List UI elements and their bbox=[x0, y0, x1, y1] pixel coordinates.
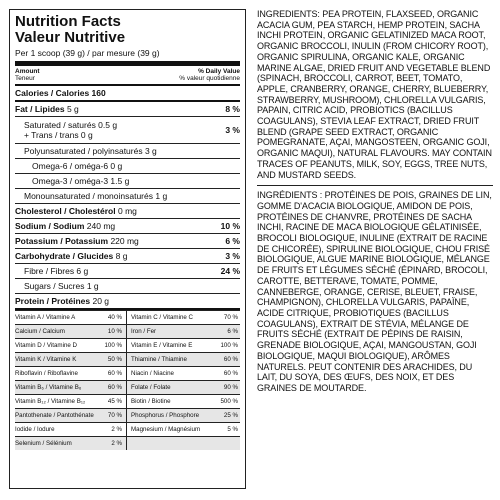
title-en: Nutrition Facts bbox=[15, 13, 121, 30]
sat-trans-dv: 3 % bbox=[225, 125, 240, 135]
micronutrient-dv: 6 % bbox=[227, 328, 238, 335]
sugars: Sugars / Sucres 1 g bbox=[24, 281, 99, 291]
dv-en: % Daily Value bbox=[198, 68, 240, 75]
micronutrient-name: Riboflavin / Riboflavine bbox=[15, 370, 78, 377]
micronutrient-name: Calcium / Calcium bbox=[15, 328, 65, 335]
omega6-row bbox=[15, 159, 240, 173]
micronutrient-row bbox=[15, 352, 240, 366]
sodium-row bbox=[15, 219, 240, 233]
amount-header bbox=[15, 68, 240, 75]
title-fr: Valeur Nutritive bbox=[15, 29, 126, 46]
thick-divider bbox=[15, 61, 240, 66]
micronutrient-name: Phosphorus / Phosphore bbox=[131, 412, 200, 419]
protein-amount: 20 g bbox=[92, 296, 110, 306]
micronutrient-cell bbox=[127, 325, 240, 338]
micronutrient-cell bbox=[15, 339, 127, 352]
micronutrient-row bbox=[15, 338, 240, 352]
potassium-amount: 220 mg bbox=[110, 236, 139, 246]
micronutrient-name: Pantothenate / Pantothénate bbox=[15, 412, 94, 419]
micronutrient-dv: 60 % bbox=[223, 356, 238, 363]
micronutrient-cell bbox=[127, 367, 240, 380]
micronutrient-dv: 90 % bbox=[223, 384, 238, 391]
micronutrient-row bbox=[15, 436, 240, 450]
micronutrient-dv: 2 % bbox=[111, 426, 122, 433]
micronutrient-cell bbox=[127, 311, 240, 324]
micronutrient-row bbox=[15, 422, 240, 436]
micronutrient-cell bbox=[127, 437, 240, 450]
micronutrient-name: Vitamin B₁₂ / Vitamine B₁₂ bbox=[15, 398, 86, 405]
protein-label: Protein / Protéines bbox=[15, 296, 91, 306]
micronutrient-name: Vitamin E / Vitamine E bbox=[131, 342, 193, 349]
micronutrient-dv: 60 % bbox=[107, 384, 122, 391]
micronutrient-dv: 5 % bbox=[227, 426, 238, 433]
ingredients-block bbox=[257, 9, 493, 399]
polyunsaturated: Polyunsaturated / polyinsaturés 3 g bbox=[24, 146, 157, 156]
fat-label: Fat / Lipides bbox=[15, 104, 65, 114]
serving-size: Per 1 scoop (39 g) / par mesure (39 g) bbox=[15, 48, 160, 58]
micronutrient-dv: 100 % bbox=[220, 342, 238, 349]
micronutrient-dv: 100 % bbox=[104, 342, 122, 349]
divider bbox=[257, 185, 493, 186]
micronutrient-cell bbox=[15, 423, 127, 436]
micronutrient-cell bbox=[127, 423, 240, 436]
micronutrient-cell bbox=[15, 367, 127, 380]
micronutrient-name: Thiamine / Thiamine bbox=[131, 356, 187, 363]
micronutrient-name: Iron / Fer bbox=[131, 328, 157, 335]
cholesterol-amount: 0 mg bbox=[117, 206, 137, 216]
micronutrient-name: Iodide / Iodure bbox=[15, 426, 55, 433]
micronutrient-row bbox=[15, 380, 240, 394]
sat-trans-row bbox=[15, 117, 240, 143]
micronutrient-row bbox=[15, 394, 240, 408]
cholesterol-row bbox=[15, 204, 240, 218]
fat-amount: 5 g bbox=[66, 104, 79, 114]
micronutrient-cell bbox=[127, 381, 240, 394]
omega3-row bbox=[15, 174, 240, 188]
carb-dv: 3 % bbox=[225, 251, 240, 261]
carb-amount: 8 g bbox=[115, 251, 128, 261]
micronutrient-name: Vitamin C / Vitamine C bbox=[131, 314, 194, 321]
ingredients-en: INGREDIENTS: PEA PROTEIN, FLAXSEED, ORGANIC ACACIA GUM, PEA STARCH, HEMP PROTEIN, SACHA INCHI PROTEIN, ORGANIC GELATINIZED MACA ROOT, ORGANIC BROCCOLI, INULIN (FROM CHICORY ROOT), ORGANIC SPIRULINA, ORGANIC KALE, ORGANIC MARINE ALGAE, DRIED FRUIT AND VEGETABLE BLEND (SPINACH, BROCCOLI, CARROT, BEET, TOMATO, APPLE, CRANBERRY, ORANGE, CHERRY, BLUEBERRY, STRAWBERRY, MUSHROOM), CHLORELLA VULGARIS, PAPAIN, CITRIC ACID, PROBIOTICS (BACILLUS COAGULANS), STEVIA LEAF EXTRACT, DRIED FRUIT BLEND (GRAPE SEED EXTRACT, ORGANIC POMEGRANATE, AÇAI, MANGOSTEEN, ORGANIC GOJI, ORGANIC MAQUI), NATURAL FLAVOURS. MAY CONTAIN TRACES OF PEANUTS, MILK, SOY, EGGS, TREE NUTS, AND MUSTARD SEEDS. bbox=[257, 9, 492, 180]
fat-dv: 8 % bbox=[225, 104, 240, 114]
sodium-amount: 240 mg bbox=[86, 221, 116, 231]
poly-row bbox=[15, 144, 240, 158]
potassium-dv: 6 % bbox=[225, 236, 240, 246]
micronutrient-cell bbox=[15, 353, 127, 366]
micronutrient-dv: 70 % bbox=[107, 412, 122, 419]
fibre-label: Fibre / Fibres 6 g bbox=[24, 266, 89, 276]
micronutrient-row bbox=[15, 366, 240, 380]
amount-header-fr bbox=[15, 75, 240, 82]
micronutrient-cell bbox=[127, 339, 240, 352]
micronutrient-cell bbox=[15, 409, 127, 422]
micronutrient-name: Magnesium / Magnésium bbox=[131, 426, 201, 433]
fibre-dv: 24 % bbox=[220, 266, 240, 276]
carb-row bbox=[15, 249, 240, 263]
calories-row bbox=[15, 86, 240, 100]
micronutrient-row bbox=[15, 324, 240, 338]
calories: Calories / Calories 160 bbox=[15, 88, 106, 98]
micronutrient-cell bbox=[127, 353, 240, 366]
fat-row bbox=[15, 102, 240, 116]
micronutrient-dv: 10 % bbox=[107, 328, 122, 335]
potassium-label: Potassium / Potassium bbox=[15, 236, 109, 246]
micronutrient-dv: 500 % bbox=[220, 398, 238, 405]
sodium-dv: 10 % bbox=[220, 221, 240, 231]
micronutrient-cell bbox=[15, 437, 127, 450]
omega-3: Omega-3 / oméga-3 1.5 g bbox=[32, 176, 130, 186]
micronutrient-cell bbox=[15, 311, 127, 324]
mono-row bbox=[15, 189, 240, 203]
micronutrient-dv: 70 % bbox=[223, 314, 238, 321]
micronutrient-name: Niacin / Niacine bbox=[131, 370, 174, 377]
monounsaturated: Monounsaturated / monoinsaturés 1 g bbox=[24, 191, 168, 201]
potassium-row bbox=[15, 234, 240, 248]
micronutrient-dv: 60 % bbox=[107, 370, 122, 377]
micronutrient-dv: 2 % bbox=[111, 440, 122, 447]
micronutrient-table bbox=[15, 310, 240, 450]
trans: + Trans / trans 0 g bbox=[24, 130, 93, 140]
protein-row bbox=[15, 294, 240, 308]
micronutrient-name: Folate / Folate bbox=[131, 384, 171, 391]
cholesterol-label: Cholesterol / Cholestérol bbox=[15, 206, 116, 216]
micronutrient-cell bbox=[15, 381, 127, 394]
micronutrient-dv: 60 % bbox=[223, 370, 238, 377]
dv-fr: % valeur quotidienne bbox=[179, 75, 240, 82]
omega-6: Omega-6 / oméga-6 0 g bbox=[32, 161, 123, 171]
amount-fr: Teneur bbox=[15, 75, 35, 82]
micronutrient-dv: 40 % bbox=[107, 314, 122, 321]
micronutrient-cell bbox=[15, 325, 127, 338]
carb-label: Carbohydrate / Glucides bbox=[15, 251, 114, 261]
micronutrient-row bbox=[15, 408, 240, 422]
amount-en: Amount bbox=[15, 68, 40, 75]
micronutrient-row bbox=[15, 310, 240, 324]
sodium-label: Sodium / Sodium bbox=[15, 221, 85, 231]
micronutrient-dv: 45 % bbox=[107, 398, 122, 405]
sugars-row bbox=[15, 279, 240, 293]
micronutrient-dv: 25 % bbox=[223, 412, 238, 419]
micronutrient-name: Biotin / Biotine bbox=[131, 398, 171, 405]
nutrition-facts-panel bbox=[9, 9, 246, 489]
ingredients-fr: INGRÉDIENTS : PROTÉINES DE POIS, GRAINES DE LIN, GOMME D'ACACIA BIOLOGIQUE, AMIDON DE POIS, PROTÉINES DE CHANVRE, PROTÉINES DE SACHA INCHI, RACINE DE MACA BIOLOGIQUE GÉLATINISÉE, BROCOLI BIOLOGIQUE, INULINE (EXTRAIT DE RACINE DE CHICORÉE), SPIRULINE BIOLOGIQUE, CHOU FRISÉ BIOLOGIQUE, ALGUE MARINE BIOLOGIQUE, MÉLANGE DE FRUITS ET LÉGUMES SÉCHÉ (ÉPINARD, BROCOLI, CAROTTE, BETTERAVE, TOMATE, POMME, CANNEBERGE, ORANGE, CERISE, BLEUET, FRAISE, CHAMPIGNON), CHLORELLA VULGARIS, PAPAÏNE, ACIDE CITRIQUE, PROBIOTIQUES (BACILLUS COAGULANS), EXTRAIT DE STÉVIA, MÉLANGE DE FRUITS SÉCHÉ (EXTRAIT DE PÉPINS DE RAISIN, GRENADE BIOLOGIQUE, AÇAI, MANGOUSTAN, GOJI BIOLOGIQUE, MAQUI BIOLOGIQUE), ARÔMES NATURELS. PEUT CONTENIR DES ARACHIDES, DU LAIT, DU SOYA, DES ŒUFS, DES NOIX, ET DES GRAINES DE MOUTARDE. bbox=[257, 190, 492, 393]
micronutrient-name: Vitamin D / Vitamine D bbox=[15, 342, 78, 349]
fibre-row bbox=[15, 264, 240, 278]
saturated: Saturated / saturés 0.5 g bbox=[24, 120, 118, 130]
micronutrient-name: Vitamin B₆ / Vitamine B₆ bbox=[15, 384, 82, 391]
micronutrient-name: Vitamin K / Vitamine K bbox=[15, 356, 77, 363]
micronutrient-cell bbox=[127, 409, 240, 422]
micronutrient-cell bbox=[15, 395, 127, 408]
micronutrient-name: Vitamin A / Vitamine A bbox=[15, 314, 76, 321]
micronutrient-dv: 50 % bbox=[107, 356, 122, 363]
micronutrient-name: Selenium / Sélénium bbox=[15, 440, 72, 447]
micronutrient-cell bbox=[127, 395, 240, 408]
